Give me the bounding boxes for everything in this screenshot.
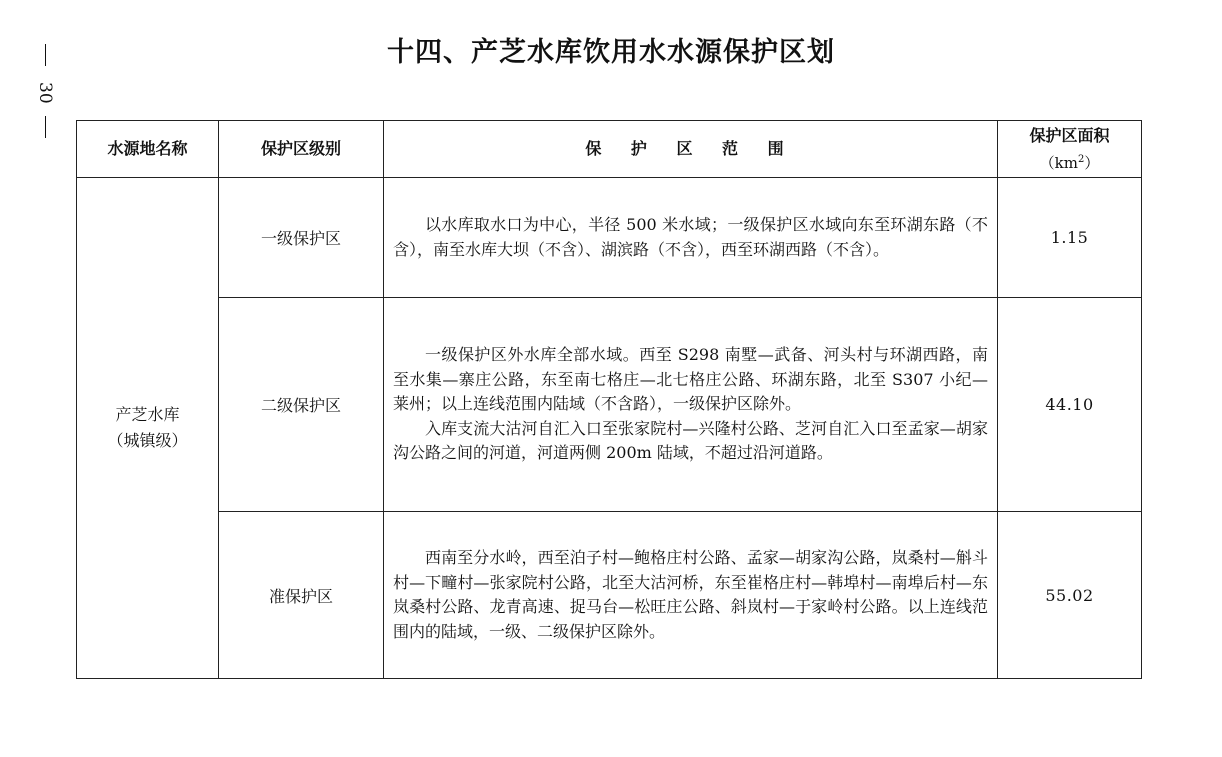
protection-zone-table: [76, 120, 1142, 679]
area-unit-suffix: ）: [1084, 153, 1100, 172]
range-cell: [384, 512, 998, 679]
table-row: [77, 298, 1142, 512]
page-number: 30: [35, 82, 55, 104]
area-cell: 55.02: [998, 512, 1142, 679]
range-cell: [384, 298, 998, 512]
header-protection-range: 保 护 区 范 围: [384, 121, 998, 178]
area-unit-prefix: （km: [1039, 153, 1078, 172]
table-row: [77, 178, 1142, 298]
page-number-bottom-dash: [45, 116, 46, 138]
header-protection-level: 保护区级别: [219, 121, 384, 178]
level-cell: 二级保护区: [219, 298, 384, 512]
header-area-unit: [998, 148, 1141, 175]
range-paragraph: 一级保护区外水库全部水域。西至 S298 南墅—武备、河头村与环湖西路，南至水集—寨庄公路，东至南七格庄—北七格庄公路、环湖东路，北至 S307 小纪—莱州；以上连线范围内陆域（不含路），一级保护区除外。: [393, 345, 988, 414]
level-cell: 准保护区: [219, 512, 384, 679]
header-source-name: 水源地名称: [77, 121, 219, 178]
source-name-cell: [77, 178, 219, 679]
table-header-row: [77, 121, 1142, 178]
range-paragraph: 西南至分水岭，西至泊子村—鲍格庄村公路、孟家—胡家沟公路，岚桑村—斛斗村—下疃村—张家院村公路，北至大沽河桥，东至崔格庄村—韩埠村—南埠后村—东岚桑村公路、龙青高速、捉马台—松旺庄公路、斜岚村—于家岭村公路。以上连线范围内的陆域，一级、二级保护区除外。: [393, 548, 988, 641]
range-cell: [384, 178, 998, 298]
page-title: 十四、产芝水库饮用水水源保护区划: [387, 37, 835, 68]
range-paragraph: 以水库取水口为中心，半径 500 米水域；一级保护区水域向东至环湖东路（不含），南至水库大坝（不含）、湖滨路（不含），西至环湖西路（不含）。: [393, 215, 988, 259]
area-unit-superscript: 2: [1077, 153, 1085, 165]
area-cell: 44.10: [998, 298, 1142, 512]
level-cell: 一级保护区: [219, 178, 384, 298]
range-paragraph: 入库支流大沽河自汇入口至张家院村—兴隆村公路、芝河自汇入口至孟家—胡家沟公路之间的河道，河道两侧 200m 陆域，不超过沿河道路。: [393, 418, 988, 463]
table-row: [77, 512, 1142, 679]
header-protection-area: [998, 121, 1142, 178]
source-category: （城镇级）: [107, 431, 188, 450]
source-name: 产芝水库: [115, 405, 180, 424]
header-area-label: 保护区面积: [1029, 125, 1110, 145]
area-cell: 1.15: [998, 178, 1142, 298]
